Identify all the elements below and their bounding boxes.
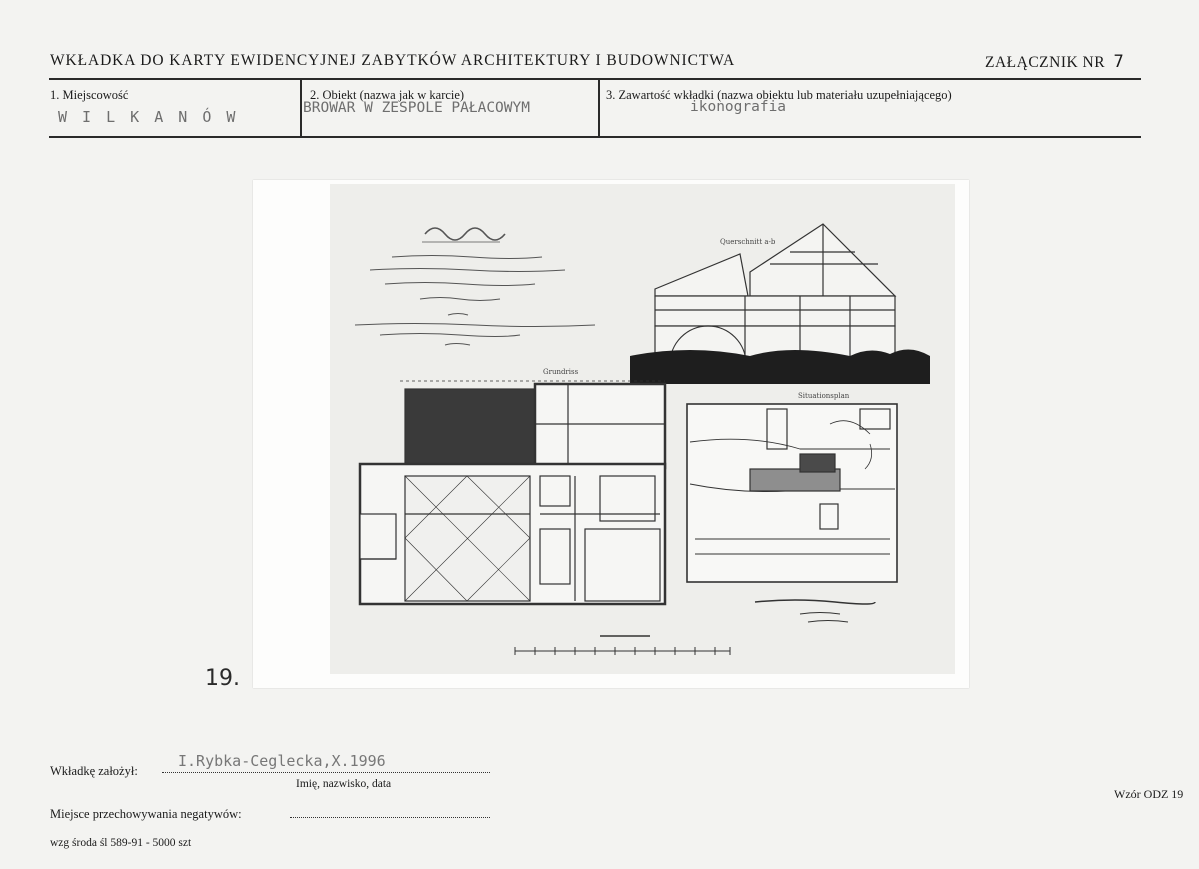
site-plan-drawing <box>687 392 897 582</box>
content-value: ikonografia <box>690 99 787 115</box>
locality-value: W I L K A N Ó W <box>58 108 239 126</box>
attachment-number-value: 7 <box>1113 52 1125 72</box>
svg-text:Situationsplan: Situationsplan <box>798 392 850 400</box>
content-label: 3. Zawartość wkładki (nazwa obiektu lub materiału uzupełniającego) <box>606 88 952 102</box>
created-by-hint: Imię, nazwisko, data <box>296 778 392 790</box>
object-value: BROWAR W ZESPOLE PAŁACOWYM <box>303 100 530 116</box>
header-rule-top <box>49 78 1141 80</box>
ground-section <box>630 349 930 384</box>
created-by-dotted-line <box>162 772 490 773</box>
created-by-value: I.Rybka-Ceglecka,X.1996 <box>178 752 386 770</box>
form-code: Wzór ODZ 19 <box>1114 787 1184 801</box>
locality-label: 1. Miejscowość <box>50 88 129 102</box>
object-label: 2. Obiekt (nazwa jak w karcie) <box>310 88 465 102</box>
attachment-number <box>985 52 1124 72</box>
created-by-label: Wkładkę założył: <box>50 764 138 778</box>
field-divider-2 <box>598 80 600 136</box>
floor-plan-drawing <box>360 368 665 604</box>
negatives-dotted-line <box>290 817 490 818</box>
card-title: WKŁADKA DO KARTY EWIDENCYJNEJ ZABYTKÓW ARCHITEKTURY I BUDOWNICTWA <box>50 52 736 69</box>
negatives-label: Miejsce przechowywania negatywów: <box>50 807 242 821</box>
header-rule-bottom <box>49 136 1141 138</box>
svg-text:Querschnitt a-b: Querschnitt a-b <box>720 238 776 246</box>
figure-index-note: 19. <box>205 666 240 691</box>
drawing-illustration <box>330 184 955 674</box>
field-divider-1 <box>300 80 302 136</box>
architectural-drawing-photo <box>330 184 955 674</box>
attachment-label: ZAŁĄCZNIK NR <box>985 54 1106 71</box>
print-note: wzg środa śl 589-91 - 5000 szt <box>50 837 192 849</box>
svg-text:Grundriss: Grundriss <box>543 368 579 376</box>
